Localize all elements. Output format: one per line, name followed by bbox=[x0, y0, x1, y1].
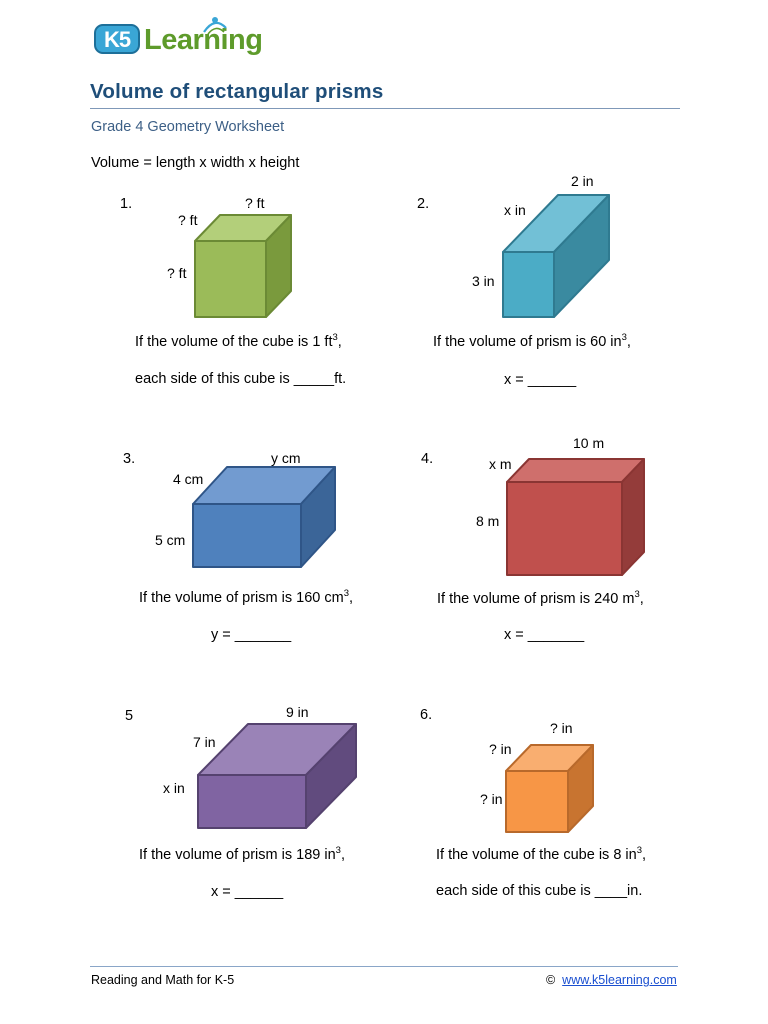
problem-4-top-label: 10 m bbox=[573, 435, 605, 451]
footer-divider bbox=[90, 966, 678, 967]
k5-logo-badge: K5 bbox=[94, 24, 140, 54]
problem-5-top-label: 9 in bbox=[286, 704, 309, 720]
volume-formula: Volume = length x width x height bbox=[91, 155, 300, 171]
problem-6-question-end: , bbox=[642, 847, 647, 863]
problem-4-answer-line: x = _______ bbox=[504, 627, 585, 643]
problem-3-question-text: If the volume of prism is 160 cm bbox=[139, 590, 344, 606]
problem-3-number: 3. bbox=[123, 451, 136, 467]
problem-5-height-label: x in bbox=[163, 780, 185, 796]
footer-copyright bbox=[546, 973, 677, 987]
problem-6-exponent: 3 bbox=[636, 845, 642, 856]
problem-2-question-text: If the volume of prism is 60 in bbox=[433, 334, 622, 350]
prism-front-face bbox=[506, 771, 568, 832]
problem-5-question-text: If the volume of prism is 189 in bbox=[139, 847, 336, 863]
problem-5-exponent: 3 bbox=[335, 845, 341, 856]
learning-logo-text: Learning bbox=[144, 24, 263, 56]
problem-1-number: 1. bbox=[120, 196, 133, 212]
problem-3-height-label: 5 cm bbox=[155, 532, 186, 548]
problem-4-question-end: , bbox=[639, 591, 644, 607]
problem-4-depth-label: x m bbox=[489, 456, 512, 472]
problem-2-question-end: , bbox=[626, 334, 631, 350]
problem-2-number: 2. bbox=[417, 196, 430, 212]
problem-4-question-text: If the volume of prism is 240 m bbox=[437, 591, 635, 607]
worksheet-subtitle: Grade 4 Geometry Worksheet bbox=[91, 119, 285, 135]
problem-5-question-end: , bbox=[340, 847, 345, 863]
worksheet-title: Volume of rectangular prisms bbox=[90, 80, 384, 103]
copyright-symbol: © bbox=[546, 973, 556, 987]
problem-1-top-label: ? ft bbox=[245, 195, 265, 211]
problem-6-question bbox=[436, 847, 646, 863]
problem-6-number: 6. bbox=[420, 707, 433, 723]
problem-1-answer-line: each side of this cube is _____ft. bbox=[135, 371, 347, 387]
k5learning-link[interactable]: www.k5learning.com bbox=[562, 973, 677, 987]
problem-6-question-text: If the volume of the cube is 8 in bbox=[436, 847, 637, 863]
problem-3-exponent: 3 bbox=[343, 588, 349, 599]
problem-4-height-label: 8 m bbox=[476, 513, 500, 529]
problem-6-depth-label: ? in bbox=[489, 741, 512, 757]
problem-1-question-text: If the volume of the cube is 1 ft bbox=[135, 334, 333, 350]
problem-2-depth-label: x in bbox=[504, 202, 526, 218]
footer-tagline: Reading and Math for K-5 bbox=[91, 973, 235, 987]
problem-3-question-end: , bbox=[348, 590, 354, 606]
problem-1-height-label: ? ft bbox=[167, 265, 187, 281]
problem-1-question-end: , bbox=[337, 334, 342, 350]
problem-3-answer-line: y = _______ bbox=[211, 627, 292, 643]
problem-1-exponent: 3 bbox=[332, 332, 338, 343]
problem-4-number: 4. bbox=[421, 451, 434, 467]
problem-6-height-label: ? in bbox=[480, 791, 503, 807]
problem-6-answer-line: each side of this cube is ____in. bbox=[436, 883, 643, 899]
problem-5-number: 5 bbox=[125, 708, 134, 724]
problem-2-answer-line: x = ______ bbox=[504, 372, 577, 388]
problem-4-exponent: 3 bbox=[634, 589, 640, 600]
problem-3-top-label: y cm bbox=[271, 450, 301, 466]
problem-6-top-label: ? in bbox=[550, 720, 573, 736]
problem-2-exponent: 3 bbox=[621, 332, 627, 343]
problem-2-height-label: 3 in bbox=[472, 273, 495, 289]
problem-3-depth-label: 4 cm bbox=[173, 471, 204, 487]
problem-2-top-label: 2 in bbox=[571, 173, 594, 189]
problem-1-depth-label: ? ft bbox=[178, 212, 198, 228]
problem-5-depth-label: 7 in bbox=[193, 734, 216, 750]
problem-5-answer-line: x = ______ bbox=[211, 884, 284, 900]
